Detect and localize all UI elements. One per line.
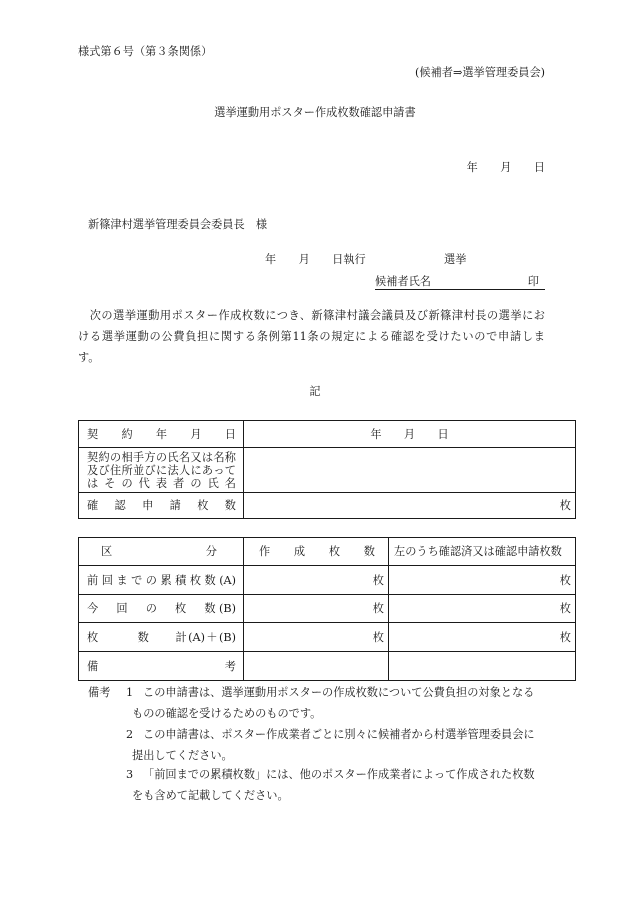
contract-table: [78, 420, 576, 519]
application-date: 年 月 日: [466, 161, 545, 174]
row-label-total: 枚 数 計(A)＋(B): [79, 623, 244, 652]
notes-heading: 備考: [88, 686, 111, 699]
contract-date-value: 年 月 日: [244, 421, 576, 448]
confirmed-count-unit: 枚: [389, 566, 576, 595]
note-number: 3: [126, 768, 134, 781]
contract-date-label: 契 約 年 月 日: [79, 421, 244, 448]
counterparty-label-line: はその代表者の氏名: [87, 476, 236, 490]
confirmed-count-unit: 枚: [389, 623, 576, 652]
note-line: 提出してください。: [132, 749, 233, 762]
requested-count-label: 確 認 申 請 枚 数: [79, 493, 244, 519]
row-label-previous-total: 前回までの累積枚数(A): [79, 566, 244, 595]
election-date-line: 年 月 日執行 選挙: [265, 253, 467, 266]
counterparty-label-line: 契約の相手方の氏名又は名称: [87, 450, 236, 464]
note-item: [0, 768, 630, 810]
made-count-unit: 枚: [244, 566, 389, 595]
submission-route: (候補者⇒選挙管理委員会): [415, 66, 545, 79]
row-label-remarks: 備 考: [79, 652, 244, 681]
header-made-count: 作 成 枚 数: [244, 538, 389, 566]
statement-line: す。: [78, 351, 100, 364]
table-row: [79, 448, 576, 493]
seal-mark: 印: [527, 275, 539, 288]
remarks-made-cell: [244, 652, 389, 681]
counterparty-label: [79, 448, 244, 493]
note-number: 1: [126, 686, 134, 699]
note-line: この申請書は、選挙運動用ポスターの作成枚数について公費負担の対象となる: [143, 686, 535, 699]
confirmed-count-unit: 枚: [389, 595, 576, 623]
made-count-unit: 枚: [244, 623, 389, 652]
table-row: [79, 652, 576, 681]
note-number: 2: [126, 728, 134, 741]
table-row: [79, 421, 576, 448]
requested-count-unit: 枚: [244, 493, 576, 519]
made-count-unit: 枚: [244, 595, 389, 623]
addressee: 新篠津村選挙管理委員会委員長 様: [88, 218, 268, 231]
table-header-row: [79, 538, 576, 566]
note-line: をも含めて記載してください。: [132, 789, 289, 802]
table-row: [79, 595, 576, 623]
note-line: 「前回までの累積枚数」には、他のポスター作成業者によって作成された枚数: [143, 768, 535, 781]
candidate-name-line: [375, 275, 545, 290]
table-row: [79, 623, 576, 652]
record-mark: 記: [309, 385, 321, 398]
note-item: [0, 686, 630, 728]
count-table: [78, 537, 576, 681]
counterparty-value: [244, 448, 576, 493]
table-row: [79, 566, 576, 595]
table-row: [79, 493, 576, 519]
application-statement: [78, 305, 545, 368]
note-line: ものの確認を受けるためのものです。: [132, 707, 322, 720]
statement-line: 次の選挙運動用ポスター作成枚数につき、新篠津村議会議員及び新篠津村長の選挙にお: [78, 309, 545, 322]
header-confirmed-count: 左のうち確認済又は確認申請枚数: [389, 538, 576, 566]
remarks-confirmed-cell: [389, 652, 576, 681]
form-number: 様式第６号（第３条関係）: [78, 45, 213, 58]
row-label-current-count: 今 回 の 枚 数(B): [79, 595, 244, 623]
note-item: [0, 728, 630, 770]
note-line: この申請書は、ポスター作成業者ごとに別々に候補者から村選挙管理委員会に: [143, 728, 535, 741]
statement-line: ける選挙運動の公費負担に関する条例第11条の規定による確認を受けたいので申請しま: [78, 330, 545, 343]
document-title: 選挙運動用ポスター作成枚数確認申請書: [214, 106, 416, 119]
candidate-name-label: 候補者氏名: [375, 275, 431, 288]
counterparty-label-line: 及び住所並びに法人にあって: [87, 463, 236, 477]
header-category: 区 分: [79, 538, 244, 566]
